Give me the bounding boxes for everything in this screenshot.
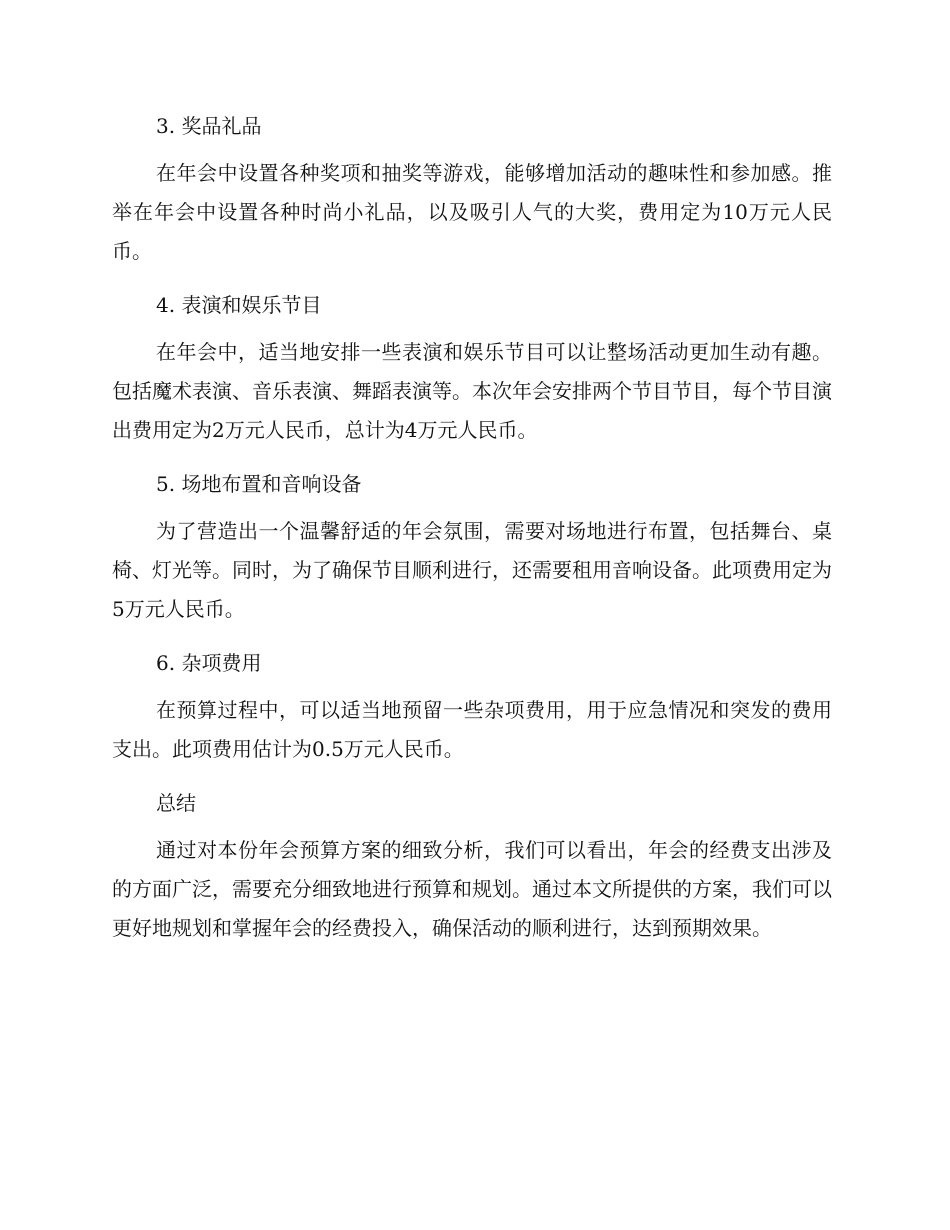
section-paragraph-prizes: 在年会中设置各种奖项和抽奖等游戏，能够增加活动的趣味性和参加感。推举在年会中设置各种时尚小礼品，以及吸引人气的大奖，费用定为10万元人民币。: [112, 161, 832, 263]
section-paragraph-performances: 在年会中，适当地安排一些表演和娱乐节目可以让整场活动更加生动有趣。包括魔术表演、音乐表演、舞蹈表演等。本次年会安排两个节目节目，每个节目演出费用定为2万元人民币，总计为4万元人民币。: [112, 340, 832, 442]
section-heading-prizes: 3. 奖品礼品: [156, 114, 262, 138]
section-paragraph-venue: 为了营造出一个温馨舒适的年会氛围，需要对场地进行布置，包括舞台、桌椅、灯光等。同时，为了确保节目顺利进行，还需要租用音响设备。此项费用定为5万元人民币。: [112, 519, 832, 621]
section-paragraph-summary: 通过对本份年会预算方案的细致分析，我们可以看出，年会的经费支出涉及的方面广泛，需要充分细致地进行预算和规划。通过本文所提供的方案，我们可以更好地规划和掌握年会的经费投入，确保活动的顺利进行，达到预期效果。: [112, 838, 832, 940]
section-paragraph-misc: 在预算过程中，可以适当地预留一些杂项费用，用于应急情况和突发的费用支出。此项费用估计为0.5万元人民币。: [112, 698, 832, 761]
section-heading-performances: 4. 表演和娱乐节目: [156, 293, 322, 317]
section-heading-summary: 总结: [156, 791, 196, 815]
section-heading-misc: 6. 杂项费用: [156, 651, 262, 675]
section-heading-venue: 5. 场地布置和音响设备: [156, 472, 362, 496]
document-page: [112, 108, 832, 964]
